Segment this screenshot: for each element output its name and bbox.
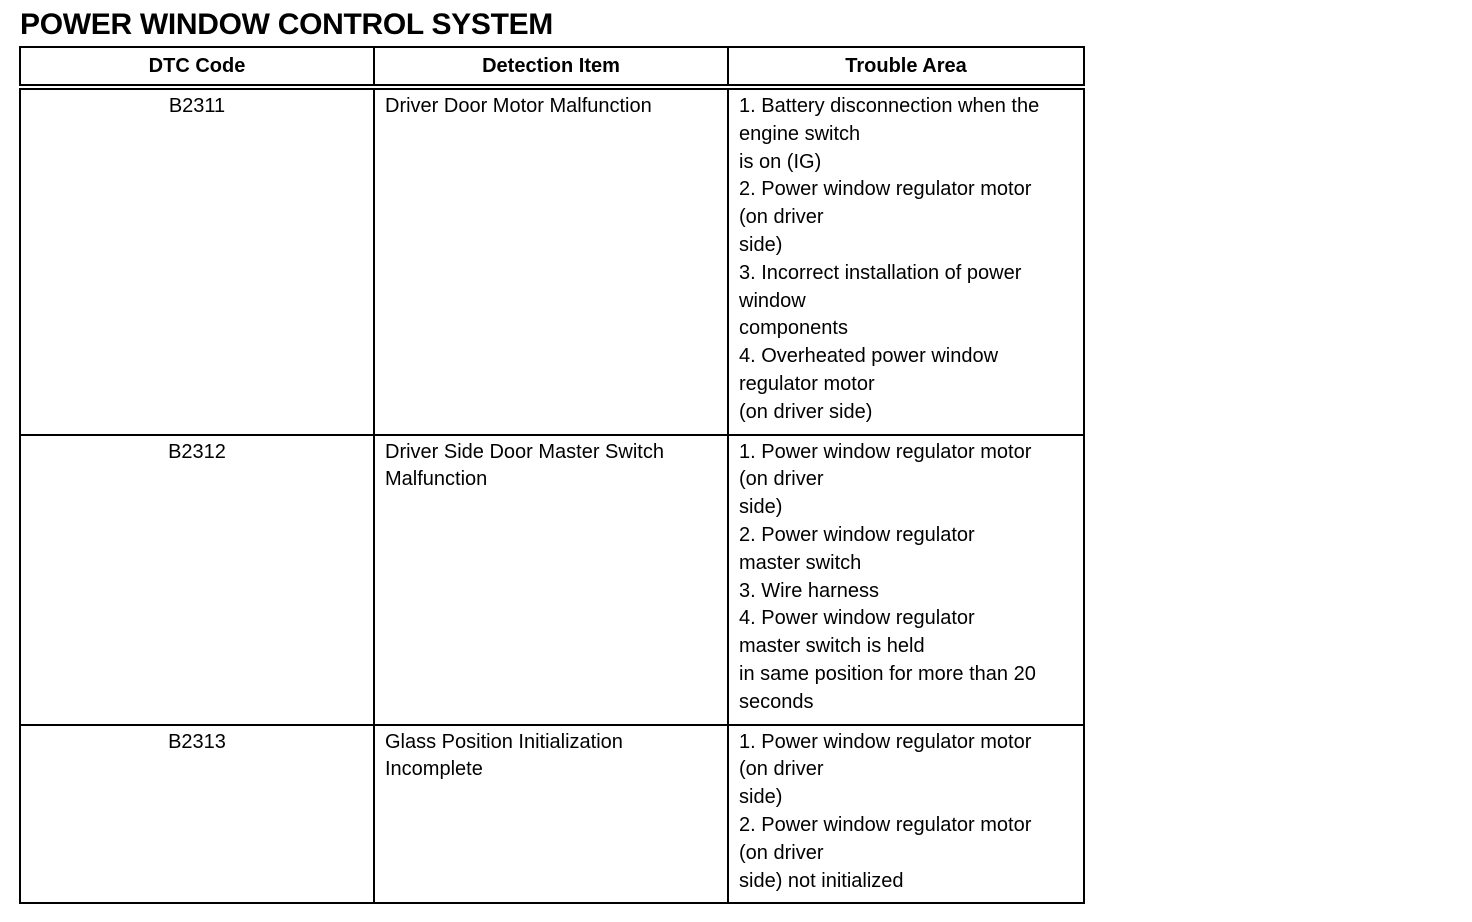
detection-item-line: Driver Side Door Master Switch [385, 440, 664, 463]
trouble-area-line: 1. Power window regulator motor [739, 730, 1032, 753]
trouble-area-line: side) [739, 496, 783, 519]
trouble-area-line: (on driver side) [739, 400, 873, 423]
table-row [20, 87, 1084, 435]
trouble-area-line: 2. Power window regulator [739, 523, 975, 546]
trouble-area-line: (on driver [739, 206, 824, 229]
table-row [20, 725, 1084, 904]
trouble-area-line: 3. Wire harness [739, 579, 880, 602]
detection-item-cell [374, 725, 728, 904]
detection-item-cell [374, 87, 728, 435]
detection-item-line: Glass Position Initialization [385, 730, 623, 753]
trouble-area-line: master switch [739, 551, 862, 574]
trouble-area-line: 2. Power window regulator motor [739, 813, 1032, 836]
trouble-area-line: (on driver [739, 758, 824, 781]
column-header-dtc-code: DTC Code [20, 47, 374, 87]
trouble-area-line: 3. Incorrect installation of power [739, 261, 1022, 284]
trouble-area-line: master switch is held [739, 635, 925, 658]
detection-item-cell [374, 435, 728, 725]
trouble-area-line: (on driver [739, 468, 824, 491]
table-row [20, 435, 1084, 725]
trouble-area-line: side) [739, 233, 783, 256]
trouble-area-line: (on driver [739, 841, 824, 864]
trouble-area-line: window [739, 289, 806, 312]
trouble-area-line: side) not initialized [739, 869, 904, 892]
trouble-area-line: 1. Power window regulator motor [739, 440, 1032, 463]
column-header-trouble-area: Trouble Area [728, 47, 1084, 87]
trouble-area-line: regulator motor [739, 372, 875, 395]
dtc-code-cell: B2313 [20, 725, 374, 904]
trouble-area-line: 2. Power window regulator motor [739, 178, 1032, 201]
trouble-area-line: 4. Power window regulator [739, 607, 975, 630]
trouble-area-line: in same position for more than 20 [739, 662, 1036, 685]
trouble-area-line: engine switch [739, 122, 861, 145]
trouble-area-line: seconds [739, 690, 814, 713]
dtc-table [19, 46, 1085, 904]
trouble-area-line: 1. Battery disconnection when the [739, 95, 1040, 117]
trouble-area-cell [728, 87, 1084, 435]
trouble-area-line: 4. Overheated power window [739, 345, 999, 368]
dtc-code-cell: B2312 [20, 435, 374, 725]
table-header-row [20, 47, 1084, 87]
trouble-area-cell [728, 435, 1084, 725]
column-header-detection-item: Detection Item [374, 47, 728, 87]
detection-item-line: Malfunction [385, 468, 488, 491]
trouble-area-cell [728, 725, 1084, 904]
trouble-area-line: side) [739, 786, 783, 809]
detection-item-line: Driver Door Motor Malfunction [385, 95, 652, 117]
trouble-area-line: is on (IG) [739, 150, 822, 173]
page-title: POWER WINDOW CONTROL SYSTEM [20, 8, 553, 41]
dtc-code-cell: B2311 [20, 87, 374, 435]
detection-item-line: Incomplete [385, 758, 483, 781]
trouble-area-line: components [739, 317, 848, 340]
